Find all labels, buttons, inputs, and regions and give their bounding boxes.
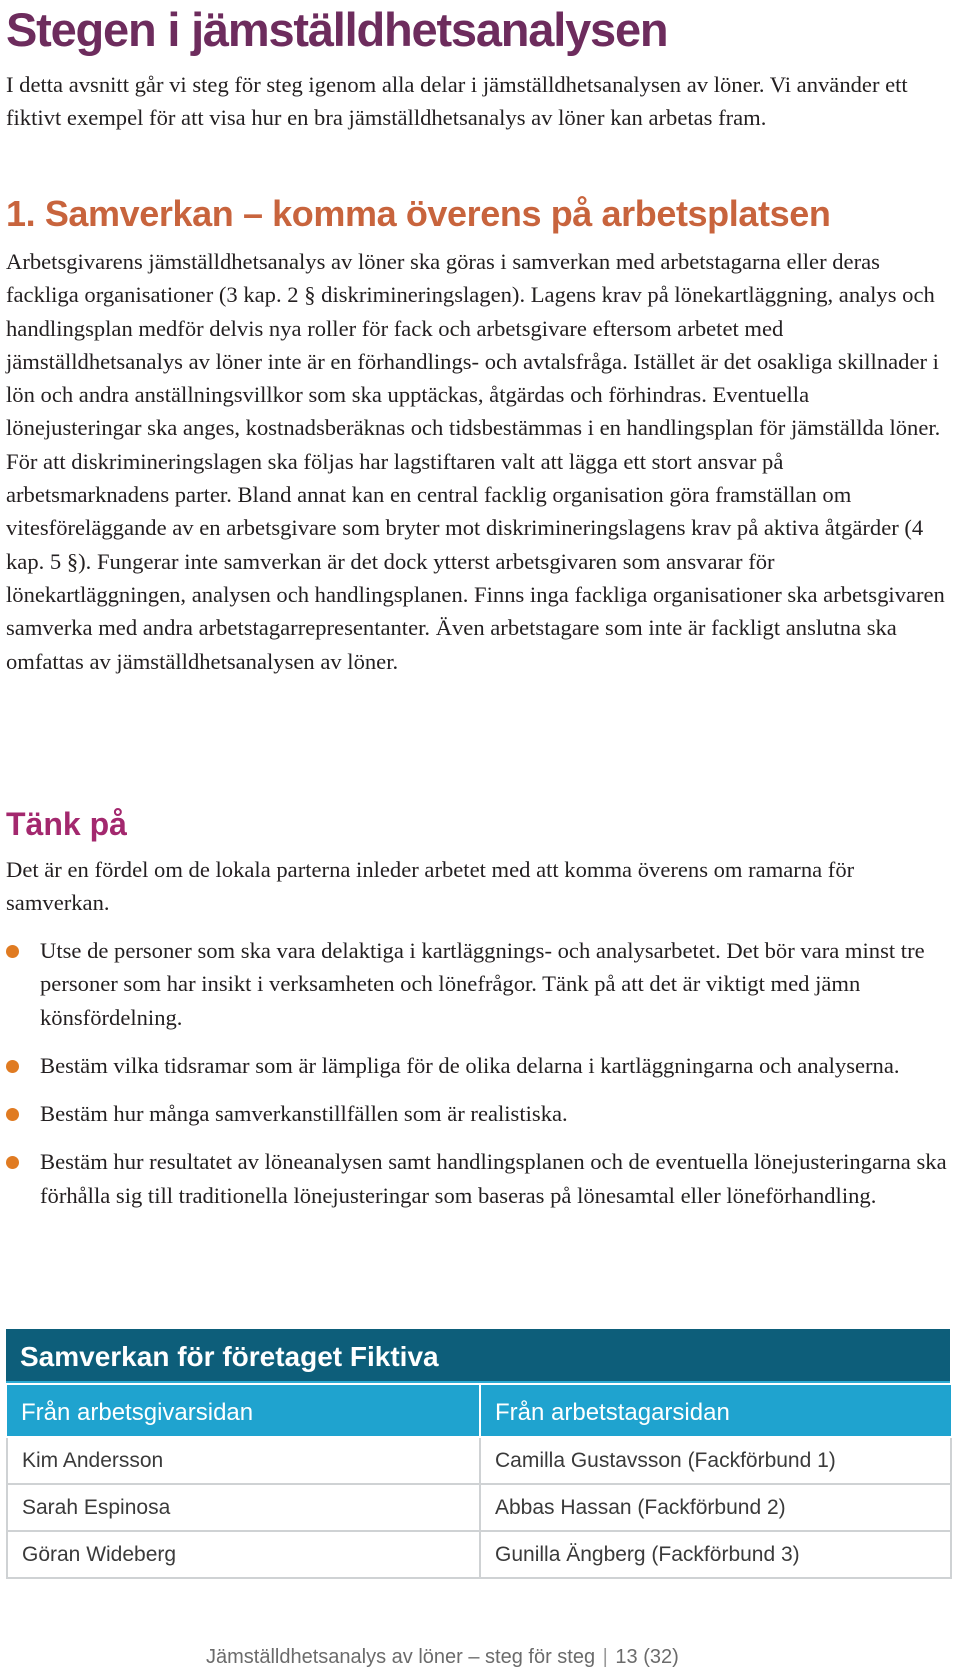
table-cell: Abbas Hassan (Fackförbund 2) bbox=[480, 1484, 951, 1531]
section-body: Arbetsgivarens jämställdhetsanalys av löner ska göras i samverkan med arbetstagarna eller deras fackliga organisationer (3 kap. 2 § diskrimineringslagen). Lagens krav på lönekartläggning, analys och handlingsplan medför delvis nya roller för fack och arbetsgivare eftersom arbetet med jämställdhetsanalys av löner inte är en förhandlings- och avtalsfråga. Istället är det osakliga skillnader i lön och andra anställningsvillkor som ska upptäckas, åtgärdas och förhindras. Eventuella lönejusteringar ska anges, kostnadsberäknas och tidsbestämmas i en handlingsplan för jämställda löner. För att diskrimineringslagen ska följas har lagstiftaren valt att lägga ett stort ansvar på arbetsmarknadens parter. Bland annat kan en central facklig organisation göra framställan om vitesföreläggande av en arbetsgivare som bryter mot diskrimineringslagens krav på aktiva åtgärder (4 kap. 5 §). Fungerar inte samverkan är det dock ytterst arbetsgivaren som ansvarar för lönekartläggningen, analysen och handlingsplanen. Finns inga fackliga organisationer ska arbetsgivaren samverka med andra arbetstagarrepresentanter. Även arbetstagare som inte är fackligt anslutna ska omfattas av jämställdhetsanalysen av löner. bbox=[6, 249, 945, 674]
column-header-employer: Från arbetsgivarsidan bbox=[7, 1384, 480, 1437]
table-row bbox=[7, 1437, 951, 1484]
intro-paragraph: I detta avsnitt går vi steg för steg igenom alla delar i jämställdhetsanalysen av löner. Vi använder ett fiktivt exempel för att visa hur en bra jämställdhetsanalys av löner kan arbetas fram. bbox=[6, 72, 908, 131]
table-row bbox=[7, 1531, 951, 1578]
footer-separator: | bbox=[602, 1646, 608, 1668]
table-cell: Kim Andersson bbox=[7, 1437, 480, 1484]
table-cell: Camilla Gustavsson (Fackförbund 1) bbox=[480, 1437, 951, 1484]
column-header-employee: Från arbetstagarsidan bbox=[480, 1384, 951, 1437]
bullet-dot-icon bbox=[6, 1108, 19, 1121]
page-footer bbox=[206, 1646, 679, 1669]
table-cell: Göran Wideberg bbox=[7, 1531, 480, 1578]
list-item-text: Bestäm hur många samverkanstillfällen som är realistiska. bbox=[40, 1101, 568, 1127]
footer-title: Jämställdhetsanalys av löner – steg för steg bbox=[206, 1646, 596, 1668]
list-item-text: Bestäm hur resultatet av löneanalysen samt handlingsplanen och de eventuella lönejusteringarna ska förhålla sig till traditionella lönejusteringar som baseras på lönesamtal eller löneförhandling. bbox=[40, 1149, 947, 1208]
table-cell: Sarah Espinosa bbox=[7, 1484, 480, 1531]
tank-pa-body: Det är en fördel om de lokala parterna inleder arbetet med att komma överens om ramarna för samverkan. bbox=[6, 857, 855, 916]
page-number: 13 (32) bbox=[615, 1646, 679, 1668]
bullet-dot-icon bbox=[6, 1156, 19, 1169]
table-header-row bbox=[7, 1384, 951, 1437]
tank-pa-title: Tänk på bbox=[6, 806, 127, 842]
members-table bbox=[6, 1383, 952, 1579]
list-item bbox=[6, 1145, 950, 1212]
tank-pa-bullet-list bbox=[6, 934, 950, 1227]
bullet-dot-icon bbox=[6, 945, 19, 958]
list-item-text: Bestäm vilka tidsramar som är lämpliga för de olika delarna i kartläggningarna och analyserna. bbox=[40, 1052, 900, 1078]
table-row bbox=[7, 1484, 951, 1531]
bullet-dot-icon bbox=[6, 1060, 19, 1073]
list-item-text: Utse de personer som ska vara delaktiga i kartläggnings- och analysarbetet. Det bör vara minst tre personer som har insikt i verksamheten och lönefrågor. Tänk på att det är viktigt med jämn könsfördelning. bbox=[40, 938, 925, 1030]
page-heading: Stegen i jämställdhetsanalysen bbox=[6, 3, 668, 56]
table-cell: Gunilla Ängberg (Fackförbund 3) bbox=[480, 1531, 951, 1578]
list-item bbox=[6, 1049, 950, 1082]
list-item bbox=[6, 934, 950, 1034]
section-title: 1. Samverkan – komma överens på arbetsplatsen bbox=[6, 193, 831, 234]
table-title: Samverkan för företaget Fiktiva bbox=[6, 1329, 950, 1383]
samverkan-table bbox=[6, 1329, 950, 1579]
list-item bbox=[6, 1097, 950, 1130]
